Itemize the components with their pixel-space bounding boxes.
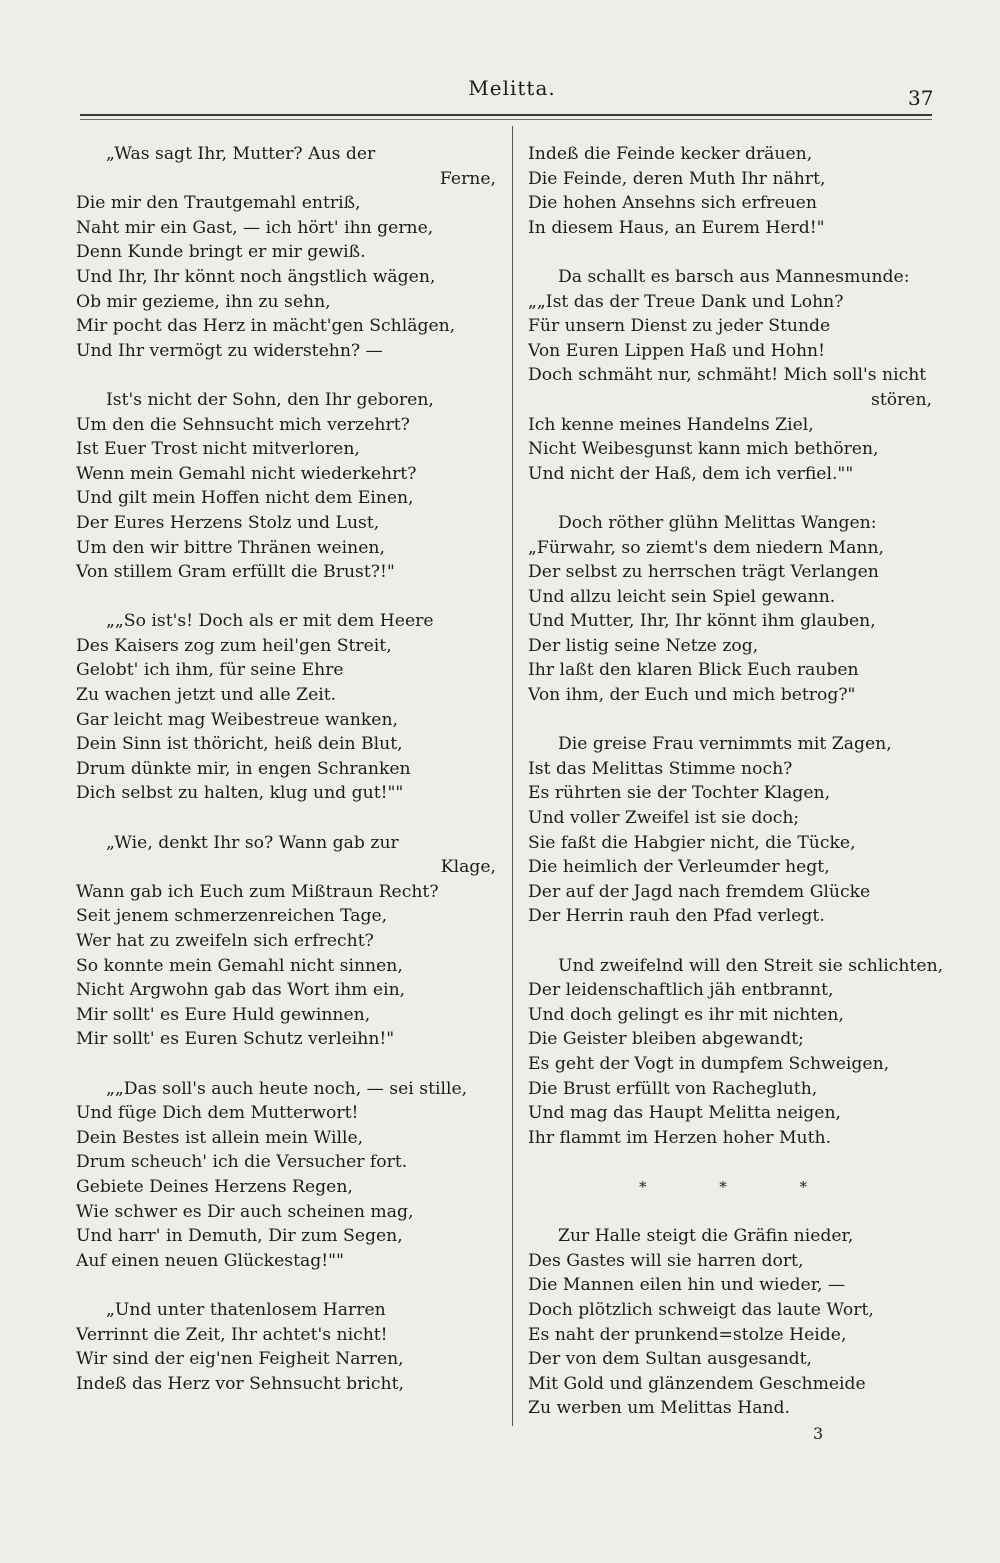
verse-line: Es geht der Vogt in dumpfem Schweigen, [528, 1053, 890, 1074]
verse-line: Zu werben um Melittas Hand. [528, 1398, 790, 1419]
verse-line: Ihr laßt den klaren Blick Euch rauben [528, 660, 859, 681]
verse-line: Zu wachen jetzt und alle Zeit. [76, 685, 337, 706]
verse-line: stören, [871, 389, 932, 410]
verse-line: Mit Gold und glänzendem Geschmeide [528, 1373, 866, 1394]
verse-line: Des Gastes will sie harren dort, [528, 1250, 804, 1271]
verse-line: Und allzu leicht sein Spiel gewann. [528, 586, 836, 607]
verse-line: Doch schmäht nur, schmäht! Mich soll's nicht [528, 365, 927, 386]
verse-line: Da schallt es barsch aus Mannesmunde: [558, 266, 910, 287]
verse-line: Wenn mein Gemahl nicht wiederkehrt? [76, 463, 417, 484]
verse-line: Um den wir bittre Thränen weinen, [76, 537, 385, 558]
stanza [528, 142, 932, 240]
verse-line: Gelobt' ich ihm, für seine Ehre [76, 660, 344, 681]
verse-line: Der listig seine Netze zog, [528, 635, 759, 656]
verse-line: Ist das Melittas Stimme noch? [528, 758, 793, 779]
verse-line: Und doch gelingt es ihr mit nichten, [528, 1004, 844, 1025]
verse-line: Ob mir gezieme, ihn zu sehn, [76, 291, 331, 312]
column-divider [512, 126, 513, 1426]
verse-line: Die heimlich der Verleumder hegt, [528, 857, 830, 878]
page-number: 37 [908, 86, 934, 110]
verse-line: Und mag das Haupt Melitta neigen, [528, 1103, 841, 1124]
stanza [76, 831, 496, 1052]
verse-line: Die Brust erfüllt von Rachegluth, [528, 1078, 818, 1099]
right-column [528, 142, 944, 1445]
verse-line: Die greise Frau vernimmts mit Zagen, [558, 734, 892, 755]
verse-line: Und füge Dich dem Mutterwort! [76, 1103, 359, 1124]
verse-line: Ferne, [439, 168, 496, 189]
verse-line: Verrinnt die Zeit, Ihr achtet's nicht! [76, 1324, 388, 1345]
verse-line: Der auf der Jagd nach fremdem Glücke [528, 881, 871, 902]
verse-line: Ist Euer Trost nicht mitverloren, [76, 439, 360, 460]
verse-line: Und nicht der Haß, dem ich verfiel."" [528, 463, 854, 484]
printer-signature: 3 [813, 1424, 824, 1443]
verse-line: Klage, [440, 857, 496, 878]
verse-line: Naht mir ein Gast, — ich hört' ihn gerne, [76, 217, 434, 238]
verse-line: Drum scheuch' ich die Versucher fort. [76, 1152, 408, 1173]
header-rule [80, 114, 932, 116]
verse-line: Dich selbst zu halten, klug und gut!"" [76, 783, 404, 804]
verse-line: Der von dem Sultan ausgesandt, [528, 1349, 813, 1370]
verse-line: „Fürwahr, so ziemt's dem niedern Mann, [528, 537, 885, 558]
verse-line: Und Ihr vermögt zu widerstehn? — [76, 340, 383, 361]
verse-line: „„Das soll's auch heute noch, — sei stille, [106, 1078, 468, 1099]
verse-line: Sie faßt die Habgier nicht, die Tücke, [528, 832, 856, 853]
verse-line: Ich kenne meines Handelns Ziel, [528, 414, 814, 435]
verse-line: Die Geister bleiben abgewandt; [528, 1029, 804, 1050]
verse-line: Wer hat zu zweifeln sich erfrecht? [76, 931, 374, 951]
stanza [76, 388, 496, 585]
verse-line: Die hohen Ansehns sich erfreuen [528, 193, 817, 214]
stanza [528, 511, 932, 708]
verse-line: Von ihm, der Euch und mich betrog?" [528, 685, 856, 706]
verse-line: Und gilt mein Hoffen nicht dem Einen, [76, 488, 414, 509]
verse-line: Des Kaisers zog zum heil'gen Streit, [76, 635, 392, 656]
stanza [76, 609, 496, 806]
verse-line: Doch röther glühn Melittas Wangen: [558, 512, 877, 533]
verse-line: Der selbst zu herrschen trägt Verlangen [528, 562, 879, 583]
verse-line: Doch plötzlich schweigt das laute Wort, [528, 1299, 874, 1320]
verse-line: Es rührten sie der Tochter Klagen, [528, 783, 831, 804]
verse-line: Und Ihr, Ihr könnt noch ängstlich wägen, [76, 266, 436, 287]
verse-line: Indeß das Herz vor Sehnsucht bricht, [76, 1373, 404, 1394]
verse-line: „Und unter thatenlosem Harren [106, 1299, 386, 1320]
verse-line: Zur Halle steigt die Gräfin nieder, [558, 1226, 854, 1247]
verse-line: Der Herrin rauh den Pfad verlegt. [528, 906, 825, 927]
verse-line: Die Feinde, deren Muth Ihr nährt, [528, 168, 826, 189]
verse-line: In diesem Haus, an Eurem Herd!" [528, 217, 825, 238]
verse-line: Wann gab ich Euch zum Mißtraun Recht? [76, 881, 439, 902]
verse-line: Wir sind der eig'nen Feigheit Narren, [76, 1349, 404, 1370]
stanza [528, 954, 944, 1151]
verse-line: Auf einen neuen Glückestag!"" [76, 1250, 344, 1271]
verse-line: Und Mutter, Ihr, Ihr könnt ihm glauben, [528, 611, 876, 632]
verse-line: Mir sollt' es Euren Schutz verleihn!" [76, 1029, 395, 1050]
verse-line: „„Ist das der Treue Dank und Lohn? [528, 291, 844, 312]
verse-line: Die mir den Trautgemahl entriß, [76, 193, 361, 214]
section-divider-asterism: * * * [638, 1177, 842, 1196]
verse-line: Um den die Sehnsucht mich verzehrt? [76, 414, 410, 435]
verse-line: Gar leicht mag Weibestreue wanken, [76, 709, 398, 730]
verse-line: Von Euren Lippen Haß und Hohn! [528, 340, 826, 361]
verse-line: Drum dünkte mir, in engen Schranken [76, 758, 411, 779]
stanza [528, 265, 932, 486]
running-title: Melitta. [468, 76, 556, 100]
verse-line: Dein Bestes ist allein mein Wille, [76, 1127, 364, 1148]
verse-line: Nicht Argwohn gab das Wort ihm ein, [76, 980, 406, 1001]
verse-line: Und zweifelnd will den Streit sie schlichten, [558, 955, 944, 976]
verse-line: Denn Kunde bringt er mir gewiß. [76, 242, 366, 263]
stanza [76, 142, 496, 363]
verse-line: Mir pocht das Herz in mächt'gen Schlägen, [76, 316, 456, 337]
verse-line: Der leidenschaftlich jäh entbrannt, [528, 980, 834, 1001]
verse-line: „Wie, denkt Ihr so? Wann gab zur [106, 832, 399, 853]
verse-line: Für unsern Dienst zu jeder Stunde [528, 316, 831, 337]
verse-line: Seit jenem schmerzenreichen Tage, [76, 906, 388, 927]
verse-line: Wie schwer es Dir auch scheinen mag, [76, 1201, 414, 1222]
verse-line: Ist's nicht der Sohn, den Ihr geboren, [106, 389, 434, 410]
verse-line: Und voller Zweifel ist sie doch; [528, 808, 800, 829]
verse-line: „„So ist's! Doch als er mit dem Heere [106, 611, 434, 632]
stanza [528, 732, 932, 929]
verse-line: Und harr' in Demuth, Dir zum Segen, [76, 1226, 403, 1247]
stanza [76, 1077, 496, 1274]
verse-line: Indeß die Feinde kecker dräuen, [528, 144, 813, 164]
verse-line: Nicht Weibesgunst kann mich bethören, [528, 439, 879, 460]
verse-line: Es naht der prunkend=stolze Heide, [528, 1324, 847, 1345]
stanza [76, 1298, 496, 1396]
verse-line: „Was sagt Ihr, Mutter? Aus der [106, 144, 376, 164]
left-column [76, 142, 496, 1421]
stanza [528, 1224, 932, 1421]
verse-line: Von stillem Gram erfüllt die Brust?!" [76, 562, 395, 583]
verse-line: Mir sollt' es Eure Huld gewinnen, [76, 1004, 371, 1025]
verse-line: Der Eures Herzens Stolz und Lust, [76, 512, 380, 533]
verse-line: Die Mannen eilen hin und wieder, — [528, 1275, 846, 1296]
verse-line: Gebiete Deines Herzens Regen, [76, 1176, 353, 1197]
verse-line: So konnte mein Gemahl nicht sinnen, [76, 955, 403, 976]
verse-line: Dein Sinn ist thöricht, heiß dein Blut, [76, 734, 403, 755]
header-rule-thin [80, 119, 932, 120]
verse-line: Ihr flammt im Herzen hoher Muth. [528, 1127, 832, 1148]
